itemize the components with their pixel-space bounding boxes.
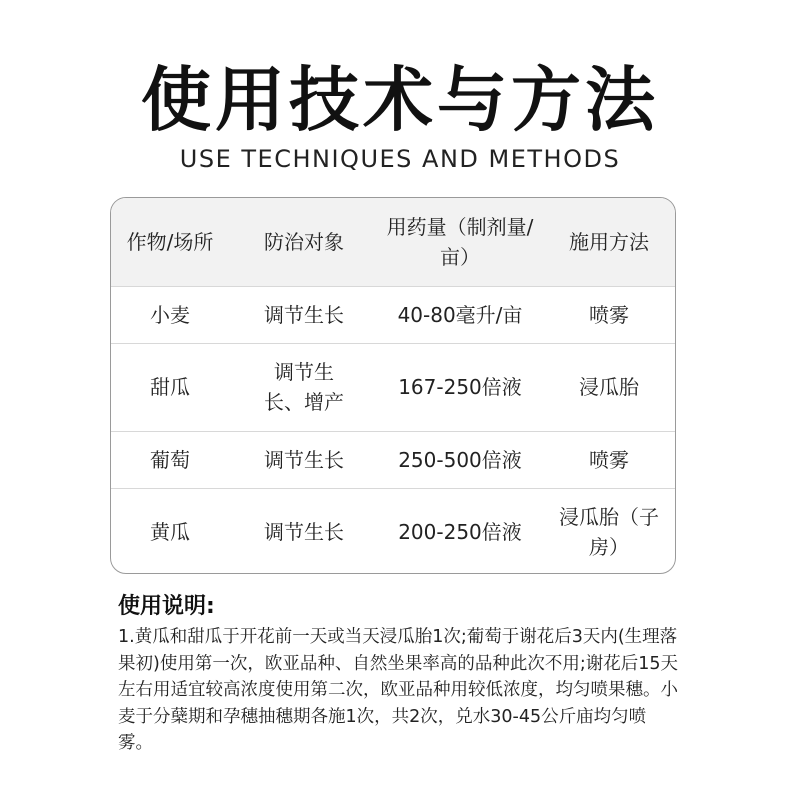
cell-crop: 甜瓜 <box>150 375 190 399</box>
cell-dosage: 167-250倍液 <box>398 375 522 399</box>
header-method: 施用方法 <box>569 229 649 254</box>
table-row <box>111 286 676 343</box>
table-row <box>111 431 676 488</box>
cell-target: 调节生长 <box>264 302 344 327</box>
cell-method: 喷雾 <box>589 302 629 327</box>
usage-instructions <box>118 592 678 757</box>
header-target: 防治对象 <box>264 229 344 254</box>
table-row <box>111 488 676 574</box>
cell-target: 调节生长、增产 <box>264 360 344 414</box>
page-title: 使用技术与方法 <box>141 59 659 141</box>
cell-dosage: 250-500倍液 <box>398 447 522 472</box>
table-header-row <box>111 198 676 286</box>
table-row <box>111 343 676 431</box>
usage-title: 使用说明: <box>118 594 215 619</box>
cell-crop: 葡萄 <box>150 447 190 472</box>
usage-table-container <box>110 197 676 574</box>
cell-crop: 小麦 <box>150 302 190 327</box>
cell-method: 浸瓜胎 <box>579 375 639 399</box>
cell-dosage: 200-250倍液 <box>398 519 522 544</box>
page-subtitle: USE TECHNIQUES AND METHODS <box>179 145 621 173</box>
header-dosage: 用药量（制剂量/亩） <box>386 214 534 269</box>
header-crop: 作物/场所 <box>126 229 214 254</box>
cell-target: 调节生长 <box>264 447 344 472</box>
usage-table <box>111 198 676 574</box>
cell-method: 浸瓜胎（子房） <box>559 504 659 559</box>
usage-text: 1.黄瓜和甜瓜于开花前一天或当天浸瓜胎1次;葡萄于谢花后3天内(生理落果初)使用第一次，欧亚品种、自然坐果率高的品种此次不用;谢花后15天左右用适宜较高浓度使用第二次，欧亚品种用较低浓度，均匀喷果穗。小麦于分蘖期和孕穗抽穗期各施1次，共2次，兑水30-45公斤庙均匀喷雾。 <box>118 627 678 753</box>
cell-crop: 黄瓜 <box>150 519 190 544</box>
cell-dosage: 40-80毫升/亩 <box>397 302 523 327</box>
cell-method: 喷雾 <box>589 447 629 472</box>
cell-target: 调节生长 <box>264 519 344 544</box>
